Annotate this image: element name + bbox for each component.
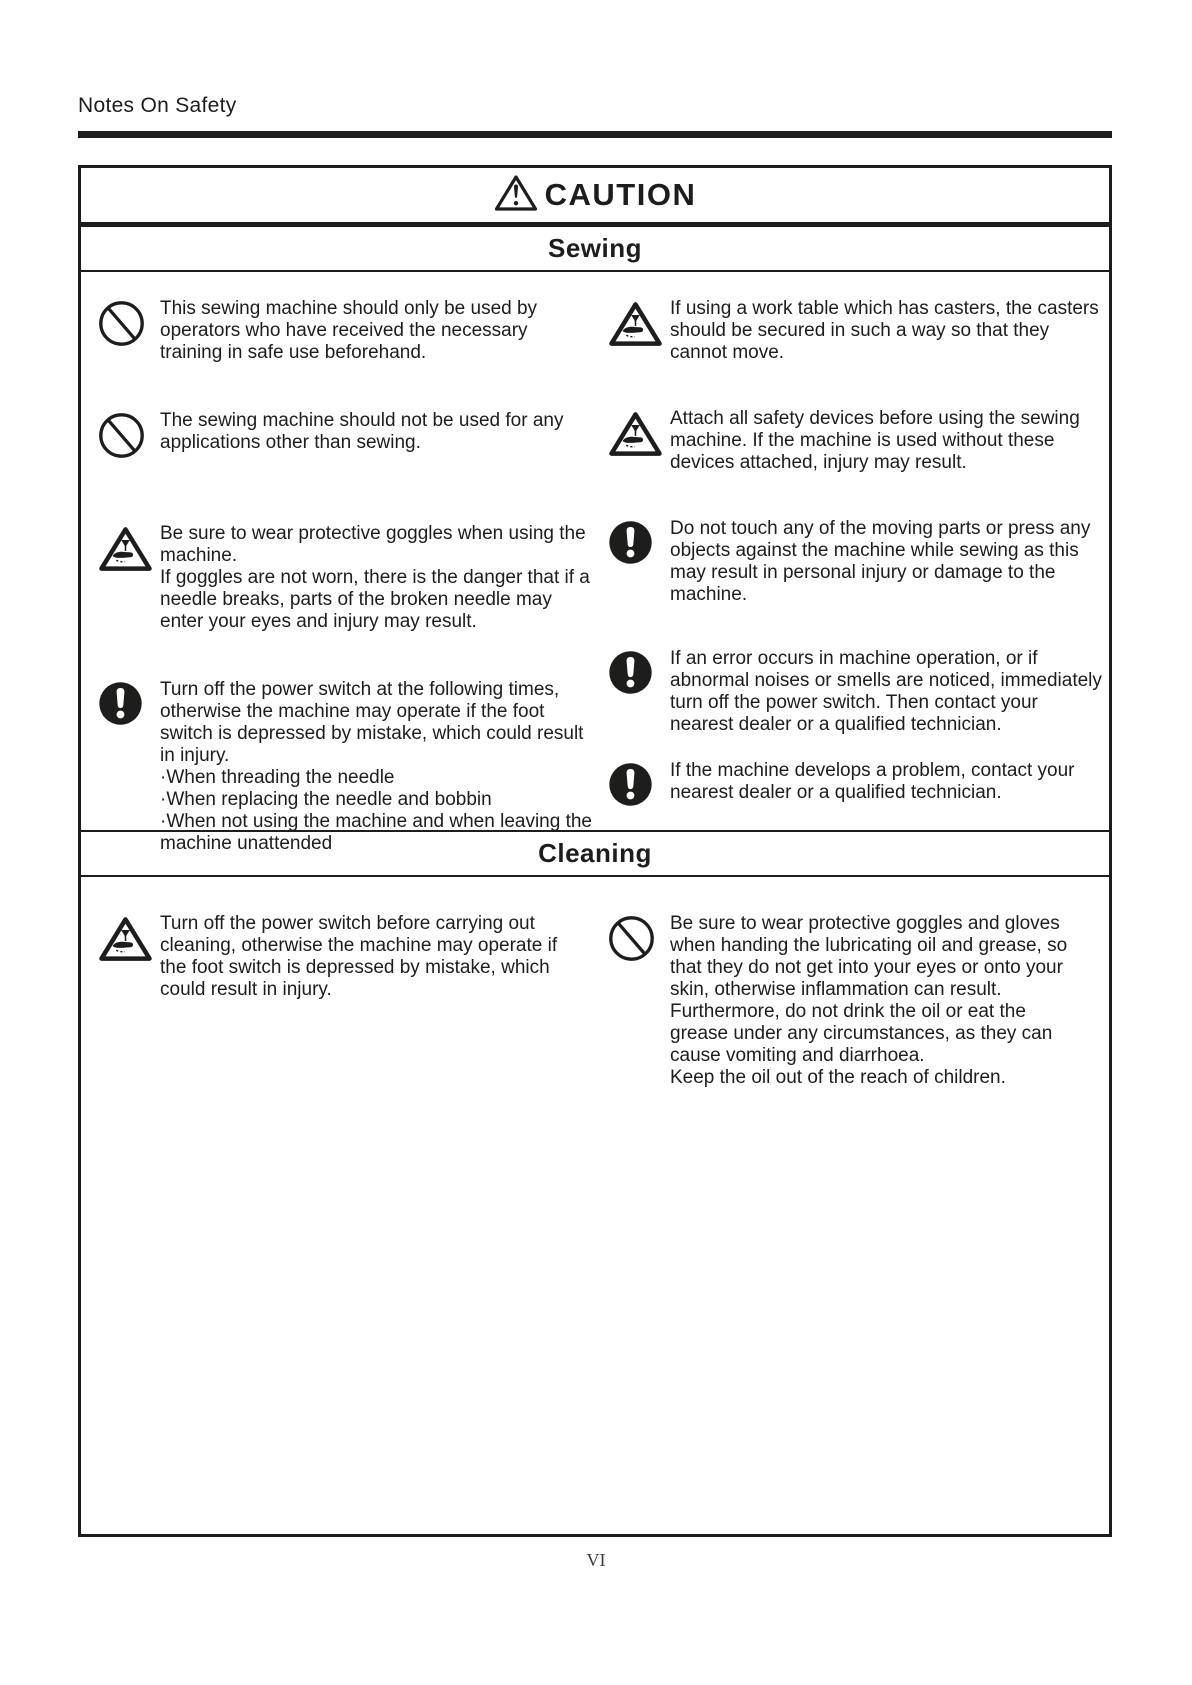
- needle-injury-warning-triangle-icon: [98, 523, 160, 573]
- warning-paragraph: The sewing machine should not be used for any applications other than sewing.: [160, 410, 564, 453]
- warning-paragraph: Be sure to wear protective goggles and gloves when handing the lubricating oil and grease, so that they do not get into your eyes or onto your skin, otherwise inflammation can result.: [670, 913, 1068, 1000]
- warning-paragraph: If goggles are not worn, there is the danger that if a needle breaks, parts of the broken needle may enter your eyes and injury may result.: [160, 567, 590, 632]
- warning-paragraph: Furthermore, do not drink the oil or eat the grease under any circumstances, as they can cause vomiting and diarrhoea.: [670, 1001, 1053, 1066]
- warning-bullet: ·When not using the machine and when leaving the machine unattended: [160, 811, 592, 854]
- sewing-right-column: [595, 298, 1109, 855]
- warning-item: [98, 913, 595, 1001]
- warning-text: [670, 760, 1104, 804]
- title-rule-divider: [78, 131, 1112, 138]
- warning-paragraph: Do not touch any of the moving parts or press any objects against the machine while sewing as this may result in personal injury or damage to the machine.: [670, 518, 1091, 605]
- warning-item: [98, 679, 595, 855]
- warning-bullet: ·When replacing the needle and bobbin: [160, 789, 492, 810]
- warning-text: [670, 913, 1082, 1089]
- cleaning-section-body: [81, 877, 1109, 1534]
- needle-injury-warning-triangle-icon: [608, 298, 670, 348]
- warning-item: [608, 648, 1109, 736]
- warning-paragraph: Keep the oil out of the reach of children.: [670, 1067, 1006, 1088]
- warning-text: [160, 298, 594, 364]
- warning-triangle-exclamation-icon: [494, 174, 538, 217]
- warning-paragraph: This sewing machine should only be used by operators who have received the necessary training in safe use beforehand.: [160, 298, 538, 363]
- warning-paragraph: Attach all safety devices before using the sewing machine. If the machine is used without these devices attached, injury may result.: [670, 408, 1080, 473]
- warning-text: [160, 410, 594, 454]
- mandatory-exclamation-circle-icon: [98, 679, 160, 726]
- caution-header: [81, 168, 1109, 227]
- page-title: Notes On Safety: [78, 94, 237, 117]
- prohibition-circle-icon: [98, 298, 160, 347]
- sewing-section-header: [81, 227, 1109, 272]
- page-number: VI: [586, 1550, 606, 1570]
- warning-paragraph: If the machine develops a problem, contact your nearest dealer or a qualified technician.: [670, 760, 1075, 803]
- warning-text: [670, 408, 1104, 474]
- warning-item: [608, 298, 1109, 364]
- warning-text: [160, 913, 570, 1001]
- warning-paragraph: If using a work table which has casters, the casters should be secured in such a way so that they cannot move.: [670, 298, 1099, 363]
- warning-paragraph: If an error occurs in machine operation, or if abnormal noises or smells are noticed, immediately turn off the power switch. Then contact your nearest dealer or a qualified technician.: [670, 648, 1102, 735]
- caution-box: [78, 165, 1112, 1537]
- warning-item: [608, 760, 1109, 807]
- warning-item: [98, 298, 595, 364]
- cleaning-section-header: [81, 830, 1109, 877]
- warning-text: [670, 518, 1104, 606]
- mandatory-exclamation-circle-icon: [608, 760, 670, 807]
- warning-paragraph: Turn off the power switch before carrying out cleaning, otherwise the machine may operate if the foot switch is depressed by mistake, which could result in injury.: [160, 913, 558, 1000]
- warning-paragraph: Be sure to wear protective goggles when using the machine.: [160, 523, 586, 566]
- prohibition-circle-icon: [98, 410, 160, 459]
- warning-item: [608, 518, 1109, 606]
- warning-item: [98, 523, 595, 633]
- needle-injury-warning-triangle-icon: [98, 913, 160, 963]
- sewing-left-column: [81, 298, 595, 855]
- warning-text: [670, 648, 1104, 736]
- warning-item: [98, 410, 595, 459]
- warning-paragraph: Turn off the power switch at the following times, otherwise the machine may operate if the foot switch is depressed by mistake, which could result in injury.: [160, 679, 584, 766]
- cleaning-left-column: [81, 913, 595, 1534]
- mandatory-exclamation-circle-icon: [608, 518, 670, 565]
- prohibition-circle-icon: [608, 913, 670, 962]
- mandatory-exclamation-circle-icon: [608, 648, 670, 695]
- warning-text: [160, 523, 594, 633]
- needle-injury-warning-triangle-icon: [608, 408, 670, 458]
- caution-title: CAUTION: [544, 177, 697, 212]
- warning-text: [160, 679, 594, 855]
- warning-item: [608, 408, 1109, 474]
- cleaning-right-column: [595, 913, 1109, 1534]
- warning-bullet: ·When threading the needle: [160, 767, 395, 788]
- sewing-section-title: Sewing: [547, 233, 642, 263]
- warning-item: [608, 913, 1109, 1089]
- warning-text: [670, 298, 1104, 364]
- cleaning-section-title: Cleaning: [538, 838, 652, 868]
